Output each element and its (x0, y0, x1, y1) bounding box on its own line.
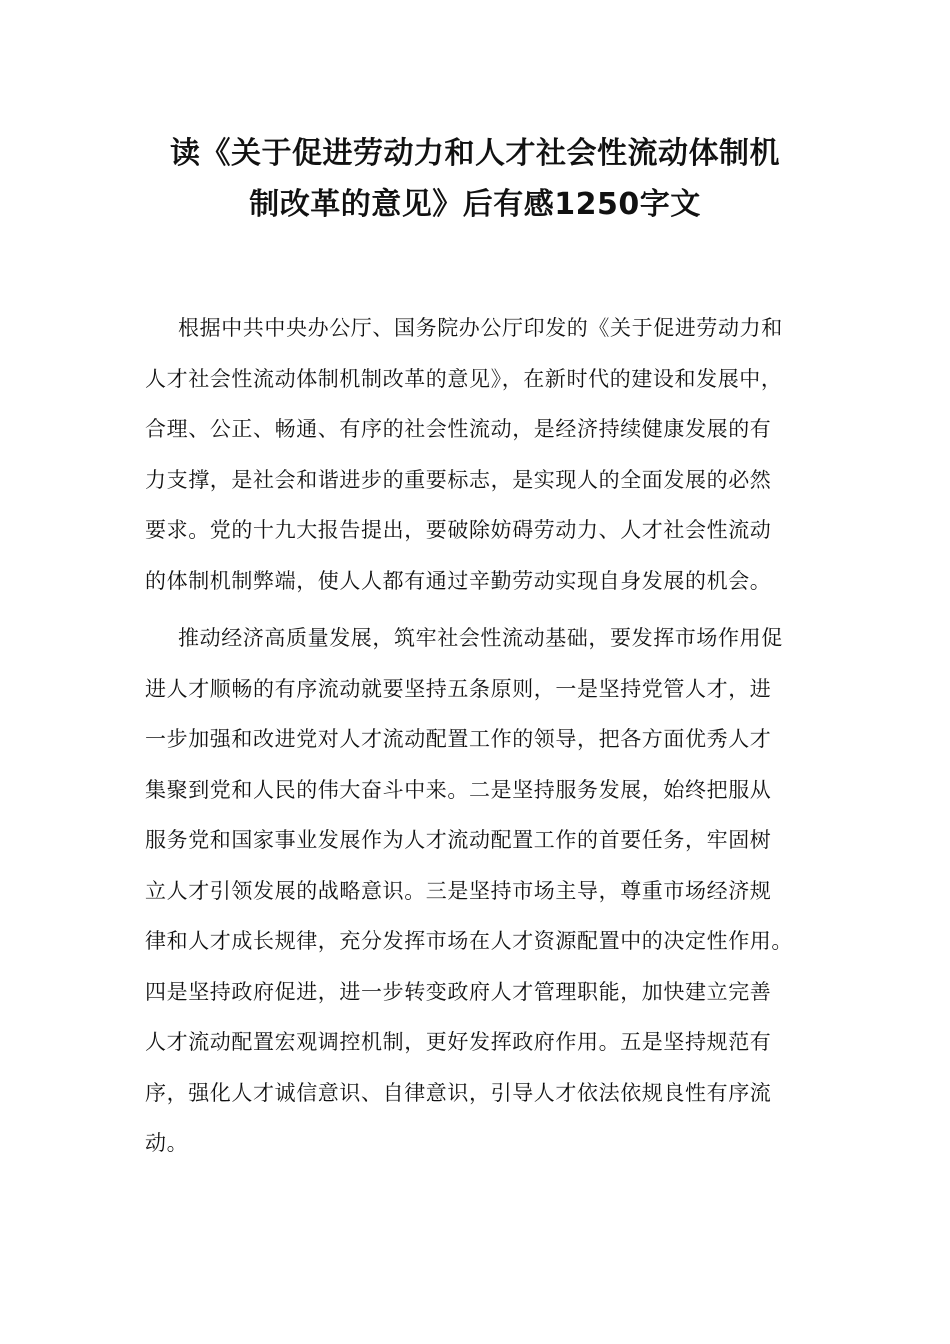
text-line: 立人才引领发展的战略意识。三是坚持市场主导，尊重市场经济规 (145, 878, 772, 903)
paragraph-2 (145, 613, 810, 1169)
title-line: 读《关于促进劳动力和人才社会性流动体制机 (170, 136, 780, 171)
text-line: 力支撑，是社会和谐进步的重要标志，是实现人的全面发展的必然 (145, 467, 772, 492)
text-line: 集聚到党和人民的伟大奋斗中来。二是坚持服务发展，始终把服从 (145, 777, 772, 802)
text-line: 人才社会性流动体制机制改革的意见》，在新时代的建设和发展中， (145, 366, 783, 391)
paragraph-1 (145, 303, 810, 606)
text-line: 律和人才成长规律，充分发挥市场在人才资源配置中的决定性作用。 (145, 929, 793, 953)
text-line: 要求。党的十九大报告提出，要破除妨碍劳动力、人才社会性流动 (145, 518, 772, 542)
text-line: 服务党和国家事业发展作为人才流动配置工作的首要任务，牢固树 (145, 828, 772, 852)
text-line: 人才流动配置宏观调控机制，更好发挥政府作用。五是坚持规范有 (145, 1030, 772, 1054)
document-title (130, 128, 820, 230)
title-line: 制改革的意见》后有感1250字文 (249, 187, 701, 222)
text-line: 四是坚持政府促进，进一步转变政府人才管理职能，加快建立完善 (145, 979, 772, 1004)
text-line: 一步加强和改进党对人才流动配置工作的领导，把各方面优秀人才 (145, 727, 772, 751)
text-line: 序，强化人才诚信意识、自律意识，引导人才依法依规良性有序流 (145, 1080, 772, 1105)
text-line: 进人才顺畅的有序流动就要坚持五条原则，一是坚持党管人才，进 (145, 676, 772, 701)
text-line: 根据中共中央办公厅、国务院办公厅印发的《关于促进劳动力和 (178, 316, 783, 340)
text-line: 的体制机制弊端，使人人都有通过辛勤劳动实现自身发展的机会。 (145, 568, 772, 593)
text-line: 推动经济高质量发展，筑牢社会性流动基础，要发挥市场作用促 (178, 626, 783, 650)
text-line: 合理、公正、畅通、有序的社会性流动，是经济持续健康发展的有 (145, 417, 772, 441)
text-line: 动。 (145, 1131, 189, 1155)
document-body (145, 303, 810, 1176)
